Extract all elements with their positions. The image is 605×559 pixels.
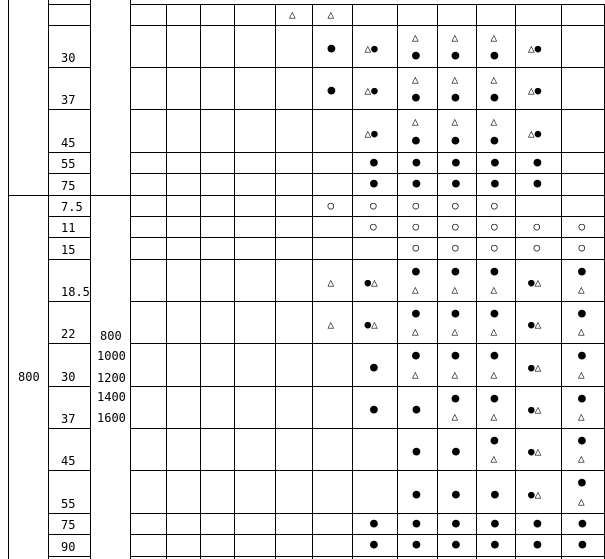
- symbol-mark: △: [490, 283, 498, 296]
- symbol-mark: ●: [490, 433, 499, 448]
- symbol-mark: △: [578, 368, 585, 381]
- symbol-mark: ○: [452, 198, 459, 212]
- symbol-mark: ○: [452, 241, 459, 254]
- symbol-mark: △: [412, 115, 419, 128]
- symbol-mark: ●: [370, 515, 378, 531]
- kw-label: 37: [61, 93, 76, 107]
- symbol-mark: ●: [370, 176, 378, 191]
- symbol-mark: △: [451, 325, 459, 338]
- symbol-mark: △: [412, 325, 419, 338]
- symbol-mark: ●: [452, 515, 460, 531]
- kw-label: 37: [61, 412, 76, 426]
- symbol-mark: ●: [327, 41, 336, 56]
- symbol-mark: ●: [370, 537, 378, 552]
- symbol-mark: ○: [412, 219, 420, 233]
- symbol-mark: △: [327, 318, 335, 331]
- symbol-mark: ○: [491, 219, 498, 233]
- kw-label: 30: [61, 51, 76, 65]
- symbol-mark: ●: [412, 264, 420, 279]
- symbol-mark: △: [490, 325, 498, 338]
- symbol-mark: △: [412, 73, 419, 86]
- symbol-mark: ○: [412, 241, 420, 254]
- symbol-mark: ○: [412, 198, 420, 212]
- symbol-mark: △: [490, 115, 498, 128]
- symbol-mark: ●: [578, 391, 586, 406]
- symbol-mark: △: [412, 368, 419, 381]
- symbol-mark: ●: [452, 154, 460, 170]
- symbol-mark: ●: [491, 515, 499, 531]
- symbol-mark: △●: [528, 126, 542, 140]
- symbol-mark: ○: [452, 219, 459, 233]
- symbol-mark: △●: [364, 126, 378, 140]
- symbol-mark: △: [289, 7, 296, 21]
- kw-label: 75: [61, 179, 76, 193]
- symbol-mark: ●: [452, 486, 460, 502]
- symbol-mark: ●: [491, 154, 499, 170]
- symbol-mark: ●: [452, 444, 460, 459]
- speed-value: 1400: [97, 390, 126, 404]
- symbol-mark: ●△: [528, 445, 542, 458]
- symbol-mark: ●: [490, 391, 499, 406]
- symbol-mark: ●: [370, 154, 378, 170]
- symbol-mark: ●: [578, 306, 586, 321]
- symbol-mark: ●: [452, 537, 460, 552]
- symbol-mark: △: [327, 276, 335, 289]
- symbol-mark: ●: [578, 264, 586, 279]
- symbol-mark: ●△: [528, 360, 542, 374]
- symbol-mark: △: [490, 452, 498, 465]
- symbol-mark: ●: [451, 391, 460, 406]
- kw-label: 75: [61, 518, 76, 532]
- symbol-mark: ●△: [364, 318, 378, 331]
- symbol-mark: ●: [491, 176, 499, 191]
- symbol-mark: △: [451, 368, 459, 381]
- symbol-mark: ●: [490, 306, 499, 321]
- symbol-mark: △: [578, 452, 585, 465]
- symbol-mark: ●: [452, 176, 460, 191]
- symbol-mark: ●: [578, 348, 586, 363]
- symbol-mark: ●: [412, 444, 421, 459]
- kw-label: 55: [61, 497, 76, 511]
- kw-label: 18.5: [61, 285, 90, 299]
- symbol-mark: ●: [370, 359, 378, 375]
- symbol-mark: ○: [533, 241, 541, 254]
- symbol-mark: ●: [578, 433, 586, 448]
- symbol-mark: △: [451, 31, 459, 44]
- symbol-mark: ●: [451, 48, 460, 63]
- symbol-mark: △: [412, 31, 419, 44]
- symbol-mark: ●: [451, 348, 460, 363]
- symbol-mark: △: [327, 7, 335, 21]
- symbol-mark: ●△: [528, 487, 542, 501]
- symbol-mark: ●: [578, 515, 587, 531]
- symbol-mark: △: [490, 368, 498, 381]
- symbol-mark: ●: [412, 154, 421, 170]
- symbol-mark: △: [578, 495, 585, 508]
- symbol-mark: ●: [412, 176, 421, 191]
- symbol-mark: ●: [490, 48, 499, 63]
- symbol-mark: ○: [370, 198, 377, 212]
- symbol-mark: ●: [412, 133, 420, 148]
- symbol-mark: ●: [490, 90, 499, 105]
- symbol-mark: ●: [412, 486, 421, 502]
- symbol-mark: ○: [578, 219, 586, 233]
- symbol-mark: ●: [533, 176, 542, 191]
- symbol-mark: ●: [451, 264, 460, 279]
- speed-value: 1600: [97, 411, 126, 425]
- symbol-mark: ●: [451, 133, 460, 148]
- kw-label: 7.5: [61, 200, 83, 214]
- speed-value: 1000: [97, 349, 126, 363]
- symbol-mark: ●: [451, 306, 460, 321]
- symbol-mark: ●△: [528, 403, 542, 416]
- kw-label: 15: [61, 243, 76, 257]
- symbol-mark: △●: [364, 42, 378, 55]
- symbol-mark: ○: [533, 219, 541, 233]
- symbol-mark: △: [578, 325, 585, 338]
- symbol-mark: ●: [578, 537, 587, 552]
- symbol-mark: ●: [533, 515, 542, 531]
- symbol-mark: ●△: [528, 318, 542, 331]
- symbol-mark: △●: [364, 84, 378, 97]
- kw-label: 11: [61, 221, 76, 235]
- symbol-mark: △: [490, 410, 498, 423]
- symbol-mark: ●△: [528, 276, 542, 289]
- symbol-mark: ●: [491, 537, 499, 552]
- symbol-mark: △: [578, 410, 585, 423]
- symbol-mark: ●: [533, 154, 542, 170]
- symbol-mark: ○: [578, 241, 586, 254]
- symbol-mark: ●: [412, 48, 420, 63]
- symbol-mark: ●: [491, 486, 499, 502]
- symbol-mark: ●: [370, 402, 378, 417]
- symbol-mark: ○: [491, 198, 498, 212]
- symbol-mark: ○: [491, 241, 498, 254]
- symbol-mark: ●: [412, 306, 420, 321]
- symbol-mark: △●: [528, 42, 542, 55]
- symbol-mark: ●: [412, 90, 420, 105]
- symbol-mark: ●△: [364, 276, 378, 289]
- symbol-mark: △: [451, 283, 459, 296]
- kw-label: 30: [61, 370, 76, 384]
- symbol-mark: ●: [327, 83, 336, 98]
- symbol-mark: ●: [412, 537, 421, 552]
- kw-label: 45: [61, 136, 76, 150]
- kw-label: 55: [61, 157, 76, 171]
- symbol-mark: ●: [533, 537, 542, 552]
- symbol-mark: ●: [490, 348, 499, 363]
- kw-label: 90: [61, 540, 76, 554]
- symbol-mark: ●: [412, 348, 420, 363]
- symbol-mark: △: [490, 73, 498, 86]
- symbol-mark: ●: [578, 475, 586, 490]
- speed-value: 1200: [97, 371, 126, 385]
- kw-label: 22: [61, 327, 76, 341]
- symbol-mark: ●: [412, 515, 421, 531]
- symbol-mark: ●: [490, 264, 499, 279]
- symbol-mark: △: [412, 283, 419, 296]
- symbol-mark: ○: [370, 219, 377, 233]
- symbol-mark: △: [578, 283, 585, 296]
- symbol-mark: △: [451, 73, 459, 86]
- kw-label: 45: [61, 454, 76, 468]
- symbol-mark: △: [451, 410, 459, 423]
- symbol-mark: △●: [528, 84, 542, 97]
- symbol-mark: ●: [412, 402, 421, 417]
- symbol-mark: △: [490, 31, 498, 44]
- speed-value: 800: [100, 329, 122, 343]
- symbol-mark: ●: [490, 133, 499, 148]
- group-power-label: 800: [18, 370, 40, 384]
- symbol-mark: ○: [327, 198, 335, 212]
- symbol-mark: ●: [451, 90, 460, 105]
- symbol-mark: △: [451, 115, 459, 128]
